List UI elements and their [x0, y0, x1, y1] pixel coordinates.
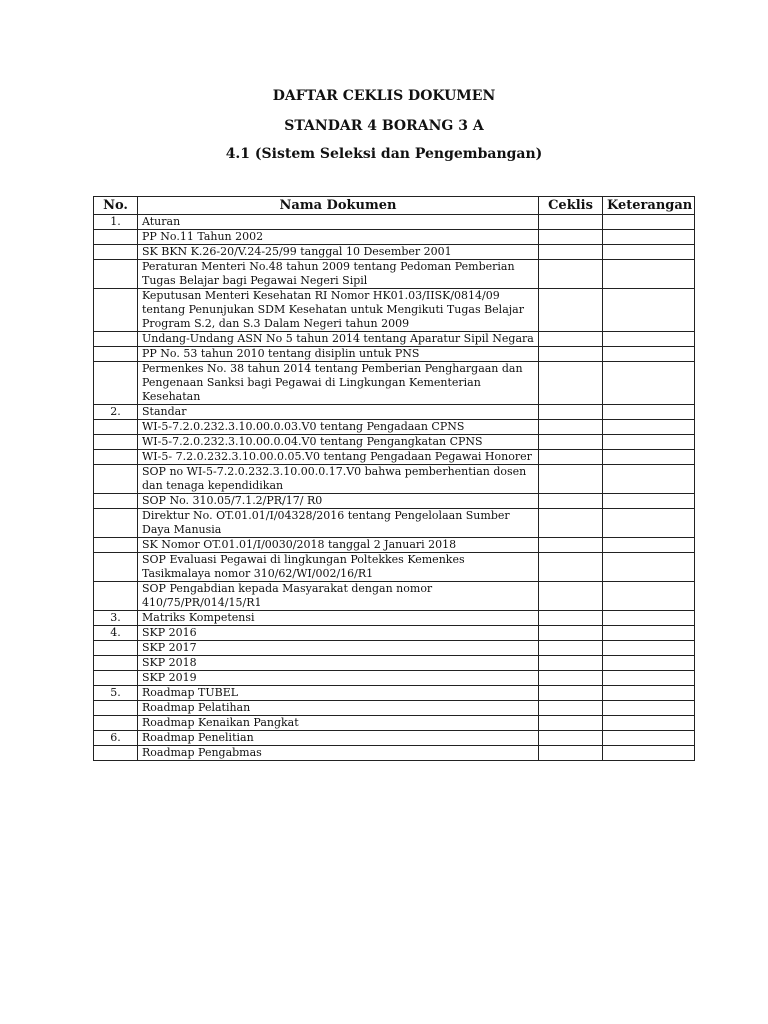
row-number: 5. [94, 686, 138, 701]
document-name-cell: SK BKN K.26-20/V.24-25/99 tanggal 10 Desember 2001 [138, 245, 539, 260]
keterangan-cell[interactable] [603, 332, 695, 347]
keterangan-cell[interactable] [603, 465, 695, 494]
table-row [94, 260, 695, 289]
row-number [94, 420, 138, 435]
table-row [94, 746, 695, 761]
ceklis-cell[interactable] [539, 230, 603, 245]
ceklis-cell[interactable] [539, 656, 603, 671]
row-number: 4. [94, 626, 138, 641]
keterangan-cell[interactable] [603, 450, 695, 465]
ceklis-cell[interactable] [539, 538, 603, 553]
document-name-cell: Standar [138, 405, 539, 420]
keterangan-cell[interactable] [603, 656, 695, 671]
keterangan-cell[interactable] [603, 611, 695, 626]
table-row [94, 215, 695, 230]
ceklis-cell[interactable] [539, 701, 603, 716]
keterangan-cell[interactable] [603, 230, 695, 245]
ceklis-cell[interactable] [539, 746, 603, 761]
table-row [94, 509, 695, 538]
keterangan-cell[interactable] [603, 553, 695, 582]
table-row [94, 405, 695, 420]
keterangan-cell[interactable] [603, 686, 695, 701]
keterangan-cell[interactable] [603, 746, 695, 761]
row-number [94, 656, 138, 671]
table-row [94, 362, 695, 405]
keterangan-cell[interactable] [603, 245, 695, 260]
ceklis-cell[interactable] [539, 420, 603, 435]
ceklis-cell[interactable] [539, 611, 603, 626]
table-row [94, 347, 695, 362]
ceklis-cell[interactable] [539, 494, 603, 509]
row-number [94, 553, 138, 582]
ceklis-cell[interactable] [539, 686, 603, 701]
table-row [94, 731, 695, 746]
document-name-cell: Roadmap Kenaikan Pangkat [138, 716, 539, 731]
ceklis-cell[interactable] [539, 332, 603, 347]
row-number [94, 641, 138, 656]
document-name-cell: WI-5-7.2.0.232.3.10.00.0.03.V0 tentang Pengadaan CPNS [138, 420, 539, 435]
table-row [94, 582, 695, 611]
document-subtitle: STANDAR 4 BORANG 3 A [284, 118, 484, 134]
row-number [94, 538, 138, 553]
document-name-cell: Roadmap TUBEL [138, 686, 539, 701]
document-name-cell: SK Nomor OT.01.01/I/0030/2018 tanggal 2 Januari 2018 [138, 538, 539, 553]
keterangan-cell[interactable] [603, 260, 695, 289]
header-row [94, 197, 695, 215]
ceklis-cell[interactable] [539, 671, 603, 686]
row-number [94, 716, 138, 731]
ceklis-cell[interactable] [539, 245, 603, 260]
row-number [94, 332, 138, 347]
ceklis-cell[interactable] [539, 509, 603, 538]
keterangan-cell[interactable] [603, 435, 695, 450]
ceklis-cell[interactable] [539, 215, 603, 230]
document-name-cell: SKP 2016 [138, 626, 539, 641]
document-name-cell: SOP Pengabdian kepada Masyarakat dengan nomor 410/75/PR/014/15/R1 [138, 582, 539, 611]
keterangan-cell[interactable] [603, 538, 695, 553]
ceklis-cell[interactable] [539, 582, 603, 611]
keterangan-cell[interactable] [603, 347, 695, 362]
row-number [94, 260, 138, 289]
document-name-cell: Roadmap Pelatihan [138, 701, 539, 716]
table-row [94, 494, 695, 509]
row-number [94, 347, 138, 362]
table-row [94, 538, 695, 553]
keterangan-cell[interactable] [603, 731, 695, 746]
row-number [94, 701, 138, 716]
document-name-cell: Peraturan Menteri No.48 tahun 2009 tentang Pedoman Pemberian Tugas Belajar bagi Pegawai Negeri Sipil [138, 260, 539, 289]
table-row [94, 450, 695, 465]
ceklis-cell[interactable] [539, 347, 603, 362]
ceklis-cell[interactable] [539, 289, 603, 332]
ceklis-cell[interactable] [539, 435, 603, 450]
keterangan-cell[interactable] [603, 701, 695, 716]
table-row [94, 716, 695, 731]
table-row [94, 671, 695, 686]
keterangan-cell[interactable] [603, 215, 695, 230]
document-name-cell: Undang-Undang ASN No 5 tahun 2014 tentang Aparatur Sipil Negara [138, 332, 539, 347]
table-row [94, 626, 695, 641]
table-row [94, 332, 695, 347]
row-number [94, 671, 138, 686]
keterangan-cell[interactable] [603, 509, 695, 538]
table-row [94, 641, 695, 656]
document-name-cell: PP No. 53 tahun 2010 tentang disiplin untuk PNS [138, 347, 539, 362]
row-number [94, 494, 138, 509]
table-row [94, 245, 695, 260]
document-title: DAFTAR CEKLIS DOKUMEN [272, 88, 496, 104]
column-header-ceklis: Ceklis [539, 197, 603, 215]
keterangan-cell[interactable] [603, 420, 695, 435]
table-body [94, 215, 695, 761]
ceklis-cell[interactable] [539, 362, 603, 405]
ceklis-cell[interactable] [539, 260, 603, 289]
row-number [94, 582, 138, 611]
document-name-cell: WI-5- 7.2.0.232.3.10.00.0.05.V0 tentang Pengadaan Pegawai Honorer [138, 450, 539, 465]
row-number [94, 465, 138, 494]
ceklis-cell[interactable] [539, 626, 603, 641]
keterangan-cell[interactable] [603, 362, 695, 405]
column-header-nama-dokumen: Nama Dokumen [138, 197, 539, 215]
ceklis-cell[interactable] [539, 553, 603, 582]
document-name-cell: SOP Evaluasi Pegawai di lingkungan Poltekkes Kemenkes Tasikmalaya nomor 310/62/WI/002/16/R1 [138, 553, 539, 582]
table-row [94, 701, 695, 716]
document-name-cell: SKP 2019 [138, 671, 539, 686]
table-row [94, 289, 695, 332]
keterangan-cell[interactable] [603, 289, 695, 332]
row-number [94, 362, 138, 405]
ceklis-cell[interactable] [539, 405, 603, 420]
ceklis-cell[interactable] [539, 716, 603, 731]
document-name-cell: SKP 2018 [138, 656, 539, 671]
document-checklist-table [93, 196, 695, 761]
ceklis-cell[interactable] [539, 465, 603, 494]
row-number [94, 289, 138, 332]
table-row [94, 435, 695, 450]
document-name-cell: Matriks Kompetensi [138, 611, 539, 626]
row-number [94, 746, 138, 761]
keterangan-cell[interactable] [603, 671, 695, 686]
row-number: 6. [94, 731, 138, 746]
document-name-cell: PP No.11 Tahun 2002 [138, 230, 539, 245]
document-name-cell: Aturan [138, 215, 539, 230]
document-name-cell: Keputusan Menteri Kesehatan RI Nomor HK01.03/IISK/0814/09 tentang Penunjukan SDM Kesehatan untuk Mengikuti Tugas Belajar Program S.2, dan S.3 Dalam Negeri tahun 2009 [138, 289, 539, 332]
ceklis-cell[interactable] [539, 450, 603, 465]
table-row [94, 656, 695, 671]
table-row [94, 420, 695, 435]
column-header-no: No. [94, 197, 138, 215]
ceklis-cell[interactable] [539, 641, 603, 656]
table-header [94, 197, 695, 215]
document-name-cell: WI-5-7.2.0.232.3.10.00.0.04.V0 tentang Pengangkatan CPNS [138, 435, 539, 450]
document-name-cell: SOP No. 310.05/7.1.2/PR/17/ R0 [138, 494, 539, 509]
keterangan-cell[interactable] [603, 716, 695, 731]
row-number [94, 509, 138, 538]
section-title: 4.1 (Sistem Seleksi dan Pengembangan) [225, 146, 543, 162]
row-number: 1. [94, 215, 138, 230]
table-row [94, 553, 695, 582]
row-number: 2. [94, 405, 138, 420]
table-row [94, 611, 695, 626]
keterangan-cell[interactable] [603, 641, 695, 656]
keterangan-cell[interactable] [603, 405, 695, 420]
document-name-cell: SOP no WI-5-7.2.0.232.3.10.00.0.17.V0 bahwa pemberhentian dosen dan tenaga kependidikan [138, 465, 539, 494]
document-name-cell: Direktur No. OT.01.01/I/04328/2016 tentang Pengelolaan Sumber Daya Manusia [138, 509, 539, 538]
row-number [94, 230, 138, 245]
table-row [94, 465, 695, 494]
document-name-cell: Roadmap Penelitian [138, 731, 539, 746]
document-name-cell: SKP 2017 [138, 641, 539, 656]
row-number [94, 435, 138, 450]
row-number [94, 450, 138, 465]
document-name-cell: Roadmap Pengabmas [138, 746, 539, 761]
column-header-keterangan: Keterangan [603, 197, 695, 215]
table-row [94, 230, 695, 245]
document-name-cell: Permenkes No. 38 tahun 2014 tentang Pemberian Penghargaan dan Pengenaan Sanksi bagi Pegawai di Lingkungan Kementerian Kesehatan [138, 362, 539, 405]
ceklis-cell[interactable] [539, 731, 603, 746]
table-row [94, 686, 695, 701]
keterangan-cell[interactable] [603, 626, 695, 641]
row-number: 3. [94, 611, 138, 626]
keterangan-cell[interactable] [603, 582, 695, 611]
keterangan-cell[interactable] [603, 494, 695, 509]
row-number [94, 245, 138, 260]
